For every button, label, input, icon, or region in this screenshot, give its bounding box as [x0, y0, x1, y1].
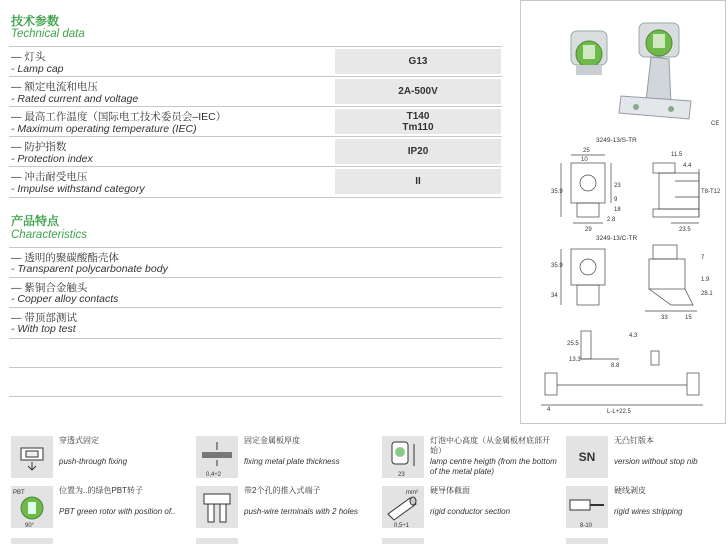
- dim-label: 25.5: [567, 341, 579, 347]
- feature-label-zh: 带2个孔的推入式端子: [244, 486, 321, 495]
- characteristic-zh: — 透明的聚碳酸酯壳体: [11, 252, 119, 264]
- sn-icon: [566, 436, 608, 478]
- characteristic-zh: — 带顶部测试: [11, 312, 77, 324]
- technical-drawing: [521, 141, 725, 423]
- dim-label: 1.9: [701, 277, 710, 283]
- tech-row-value: IP20: [335, 139, 501, 164]
- feature-lamp-height: [382, 436, 562, 486]
- dim-label: 23: [614, 183, 621, 189]
- wire-stripping-icon: [566, 486, 608, 528]
- feature-label-zh: 灯泡中心高度（从金属板材底部开始）: [430, 436, 550, 455]
- dim-label: 10: [581, 157, 588, 163]
- feature-metal-thickness: [196, 436, 376, 486]
- dim-label: 28.1: [701, 291, 713, 297]
- feature-label-en: rigid conductor section: [430, 507, 511, 516]
- feature-label-zh: 硬导体截面: [430, 486, 470, 495]
- icon-text: 23: [398, 472, 405, 478]
- tech-row-value: [335, 109, 501, 134]
- feature-label-en: rigid wires stripping: [614, 507, 683, 516]
- feature-label-zh: 穿透式固定: [59, 436, 99, 445]
- characteristics-title-en: Characteristics: [11, 229, 88, 241]
- dim-label: 4: [547, 407, 551, 413]
- feature-icon-partial: [196, 538, 238, 544]
- dim-label: 33: [661, 315, 668, 321]
- tech-row-value: II: [335, 169, 501, 194]
- feature-sn: [566, 436, 728, 486]
- tech-row-label-en: - Maximum operating temperature (IEC): [11, 123, 197, 135]
- dim-label: 23.5: [679, 227, 691, 233]
- characteristic-en: - With top test: [11, 323, 76, 335]
- tech-row-value: 2A-500V: [335, 79, 501, 104]
- mm2-unit: mm²: [406, 490, 418, 496]
- dim-label: 2.8: [607, 217, 616, 223]
- tech-row-value: G13: [335, 49, 501, 74]
- product-photo: [521, 1, 725, 131]
- tech-row-label-zh: — 最高工作温度（国际电工技术委员会–IEC）: [11, 111, 227, 123]
- conductor-section-icon: [382, 486, 424, 528]
- feature-label-en: fixing metal plate thickness: [244, 457, 340, 466]
- tech-row-lamp-cap: [9, 46, 502, 77]
- feature-icon-partial: [382, 538, 424, 544]
- drawing-panel: [520, 0, 726, 424]
- sn-text: SN: [578, 450, 596, 464]
- feature-push-through: [11, 436, 191, 486]
- dim-label: 18: [614, 207, 621, 213]
- feature-label-en: push-wire terminals with 2 holes: [244, 507, 358, 516]
- feature-icon-partial: [566, 538, 608, 544]
- dim-label: 35.9: [551, 189, 563, 195]
- tech-row-temperature: [9, 106, 502, 137]
- feature-wire-stripping: [566, 486, 728, 536]
- lamp-height-icon: [382, 436, 424, 478]
- dim-label: 8.8: [611, 363, 620, 369]
- tech-row-label-zh: — 冲击耐受电压: [11, 171, 88, 183]
- ce-mark: CE: [711, 121, 720, 127]
- dim-label: 13.3: [569, 357, 581, 363]
- drawing-label-c: 3249-13/C-TR: [596, 235, 638, 242]
- tech-row-label-zh: — 额定电流和电压: [11, 81, 98, 93]
- dim-label: 25: [583, 148, 590, 154]
- divider: [9, 197, 502, 198]
- tech-row-label-en: - Impulse withstand category: [11, 183, 145, 195]
- dim-label: 9: [614, 197, 618, 203]
- feature-icon-partial: [11, 538, 53, 544]
- feature-rotor: [11, 486, 191, 536]
- dim-label: 4.4: [683, 163, 692, 169]
- tech-row-label-en: - Lamp cap: [11, 63, 64, 75]
- tech-row-label-zh: — 防护指数: [11, 141, 67, 153]
- characteristic-item: [9, 277, 502, 307]
- characteristic-en: - Copper alloy contacts: [11, 293, 119, 305]
- technical-title-zh: 技术参数: [11, 14, 60, 28]
- feature-label-zh: 硬线剥皮: [614, 486, 646, 495]
- tech-row-label-en: - Rated current and voltage: [11, 93, 139, 105]
- tech-value-line1: T140: [406, 110, 430, 122]
- characteristic-item: [9, 307, 502, 337]
- dim-label: 7: [701, 255, 705, 261]
- tech-row-label-en: - Protection index: [11, 153, 93, 165]
- icon-text: PBT: [13, 490, 25, 496]
- push-wire-icon: [196, 486, 238, 528]
- feature-label-en: lamp centre heigth (from the bottom of the metal plate): [430, 457, 557, 476]
- divider: [9, 367, 502, 368]
- dim-label: 11.5: [671, 152, 683, 158]
- tech-row-protection: [9, 136, 502, 167]
- characteristics-title-zh: 产品特点: [11, 214, 60, 228]
- icon-text: 0,5÷1: [394, 523, 409, 528]
- dim-label: 15: [685, 315, 692, 321]
- drawing-label-s: 3249-13/S-TR: [596, 137, 637, 144]
- rotor-icon: [11, 486, 53, 528]
- dim-label: 29: [585, 227, 592, 233]
- divider: [9, 338, 502, 339]
- feature-label-en: PBT green rotor with position of..: [59, 507, 176, 516]
- push-through-icon: [11, 436, 53, 478]
- feature-conductor-section: [382, 486, 562, 536]
- divider: [9, 396, 502, 397]
- icon-text: 8-10: [580, 523, 593, 528]
- tech-row-rated: [9, 76, 502, 107]
- dim-label: L-L+22.5: [607, 409, 631, 415]
- feature-label-en: version without stop nib: [614, 457, 698, 466]
- dim-label: 34: [551, 293, 558, 299]
- characteristic-en: - Transparent polycarbonate body: [11, 263, 168, 275]
- rotor-angle: 90°: [25, 523, 35, 528]
- tech-row-label-zh: — 灯头: [11, 51, 46, 63]
- feature-label-zh: 固定金属板厚度: [244, 436, 300, 445]
- feature-label-en: push-through fixing: [59, 457, 128, 466]
- dim-label: 35.9: [551, 263, 563, 269]
- feature-label-zh: 无凸钉版本: [614, 436, 654, 445]
- metal-thickness-icon: [196, 436, 238, 478]
- dim-label: T8-T12: [701, 189, 721, 195]
- characteristic-zh: — 紫铜合金触头: [11, 282, 88, 294]
- technical-title-en: Technical data: [11, 28, 85, 40]
- feature-push-wire: [196, 486, 376, 536]
- characteristic-item: [9, 247, 502, 277]
- icon-text: 0,4÷2: [206, 472, 221, 478]
- tech-row-impulse: [9, 166, 502, 197]
- dim-label: 4.3: [629, 333, 638, 339]
- tech-value-line2: Tm110: [402, 121, 434, 133]
- feature-label-zh: 位置为..的绿色PBT转子: [59, 486, 144, 495]
